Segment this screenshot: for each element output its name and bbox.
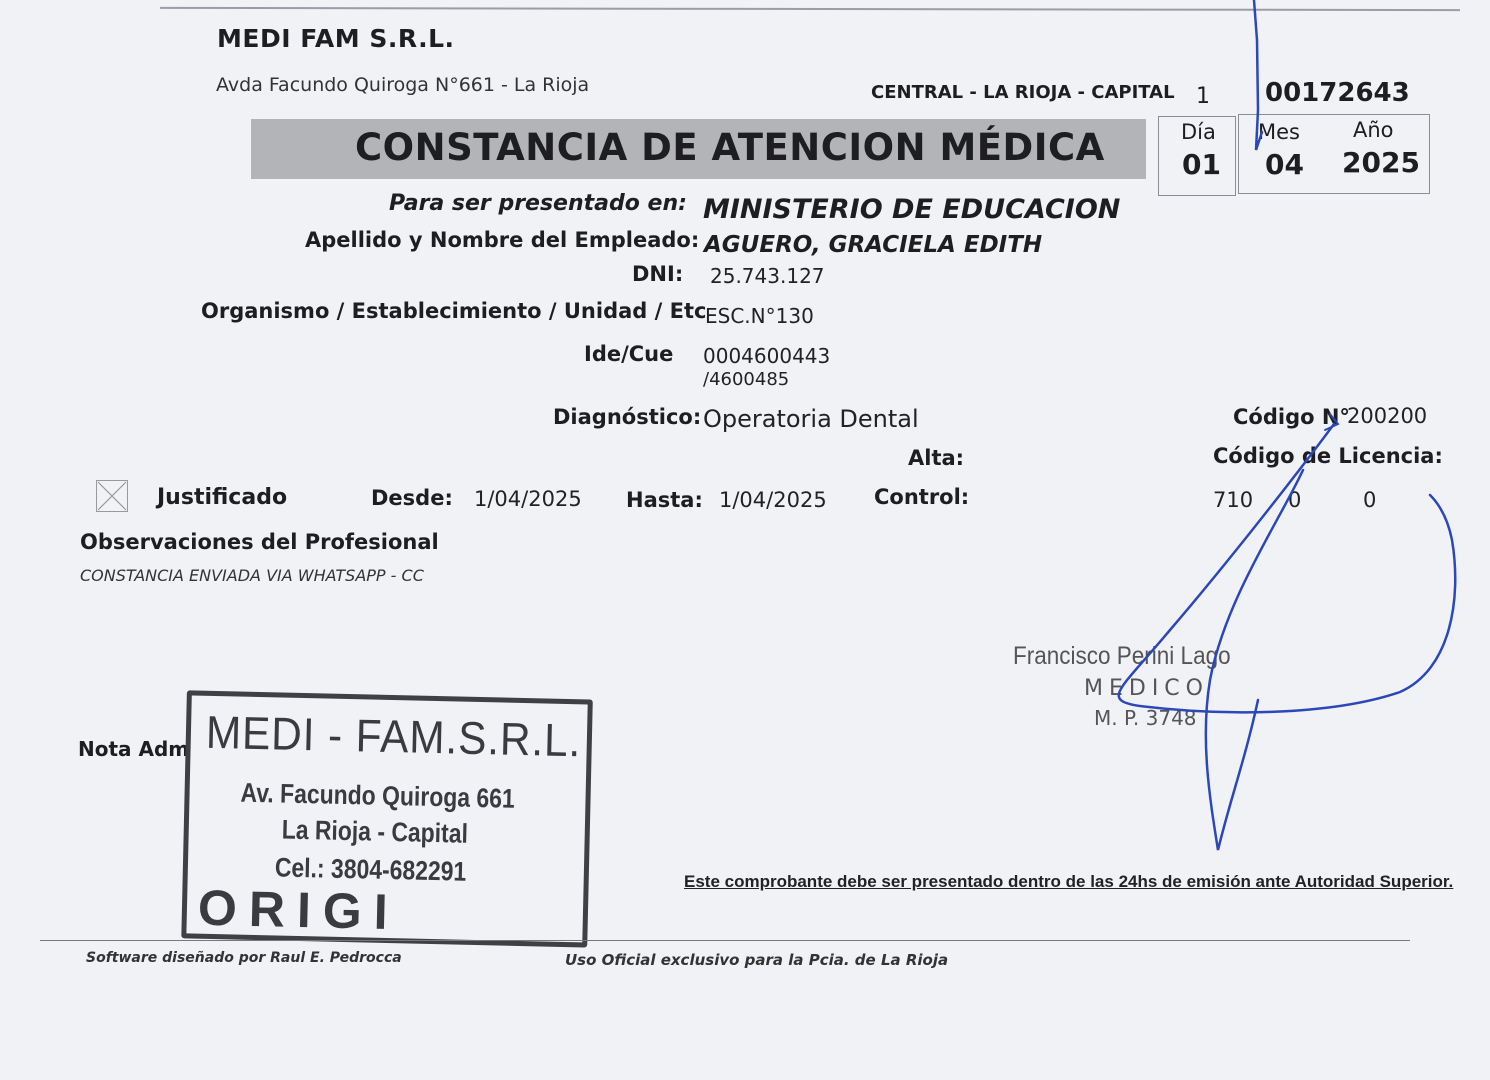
doctor-license: M. P. 3748 [1094,706,1197,730]
from-label: Desde: [371,486,453,510]
point-of-sale: 1 [1196,84,1210,109]
stamp-line-2: Av. Facundo Quiroga 661 [240,777,516,814]
signature-stroke-vertical [1254,0,1262,150]
license-value-2: 0 [1288,488,1302,512]
stamp-line-5: ORIGI [197,879,401,941]
idecue-label: Ide/Cue [584,342,674,366]
employee-label: Apellido y Nombre del Empleado: [305,228,700,252]
license-value-1: 710 [1213,488,1254,512]
diagnosis-label: Diagnóstico: [553,405,702,429]
employee-value: AGUERO, GRACIELA EDITH [704,232,1043,258]
year-value: 2025 [1342,146,1420,179]
year-label: Año [1353,118,1394,142]
document-number: 00172643 [1265,78,1410,108]
organism-value: ESC.N°130 [705,304,814,328]
stamp-line-1: MEDI - FAM.S.R.L. [205,705,582,767]
license-code-label: Código de Licencia: [1213,444,1443,468]
to-value: 1/04/2025 [719,488,827,512]
license-value-3: 0 [1363,488,1377,512]
day-value: 01 [1182,148,1221,181]
month-value: 04 [1265,148,1304,181]
signature-stroke-main [1119,424,1456,712]
stamp-line-3: La Rioja - Capital [281,814,469,849]
diagnosis-value: Operatoria Dental [703,405,919,433]
code-value: 200200 [1347,404,1428,428]
doctor-name: Francisco Perini Lago [1013,642,1231,670]
day-label: Día [1181,120,1216,144]
control-label: Control: [874,485,970,509]
footer-software: Software diseñado por Raul E. Pedrocca [86,950,402,966]
signature-stroke-tick [1325,414,1338,430]
observations-text: CONSTANCIA ENVIADA VIA WHATSAPP - CC [80,566,424,585]
month-label: Mes [1258,120,1300,144]
idecue-value-2: /4600485 [703,369,790,390]
idecue-value-1: 0004600443 [703,344,831,368]
company-address: Avda Facundo Quiroga N°661 - La Rioja [216,74,590,96]
presented-value: MINISTERIO DE EDUCACION [703,194,1121,225]
to-label: Hasta: [626,488,703,512]
company-name: MEDI FAM S.R.L. [217,24,455,53]
presented-label: Para ser presentado en: [389,191,687,216]
observations-title: Observaciones del Profesional [80,530,439,554]
dni-label: DNI: [632,262,684,286]
code-label: Código N° [1233,405,1350,429]
organism-label: Organismo / Establecimiento / Unidad / Etc [201,299,707,323]
branch-name: CENTRAL - LA RIOJA - CAPITAL [871,82,1175,103]
alta-label: Alta: [908,446,965,470]
doctor-title: MEDICO [1084,676,1209,701]
document-title: CONSTANCIA DE ATENCION MÉDICA [355,126,1105,169]
justified-label: Justificado [157,485,288,510]
admin-note-label: Nota Adm [78,737,190,761]
stamp-line-4: Cel.: 3804-682291 [274,852,467,887]
from-value: 1/04/2025 [474,487,582,511]
notice-text: Este comprobante debe ser presentado dentro de las 24hs de emisión ante Autoridad Superior. [684,872,1454,891]
dni-value: 25.743.127 [710,264,825,288]
footer-official-use: Uso Oficial exclusivo para la Pcia. de La Rioja [565,951,949,969]
